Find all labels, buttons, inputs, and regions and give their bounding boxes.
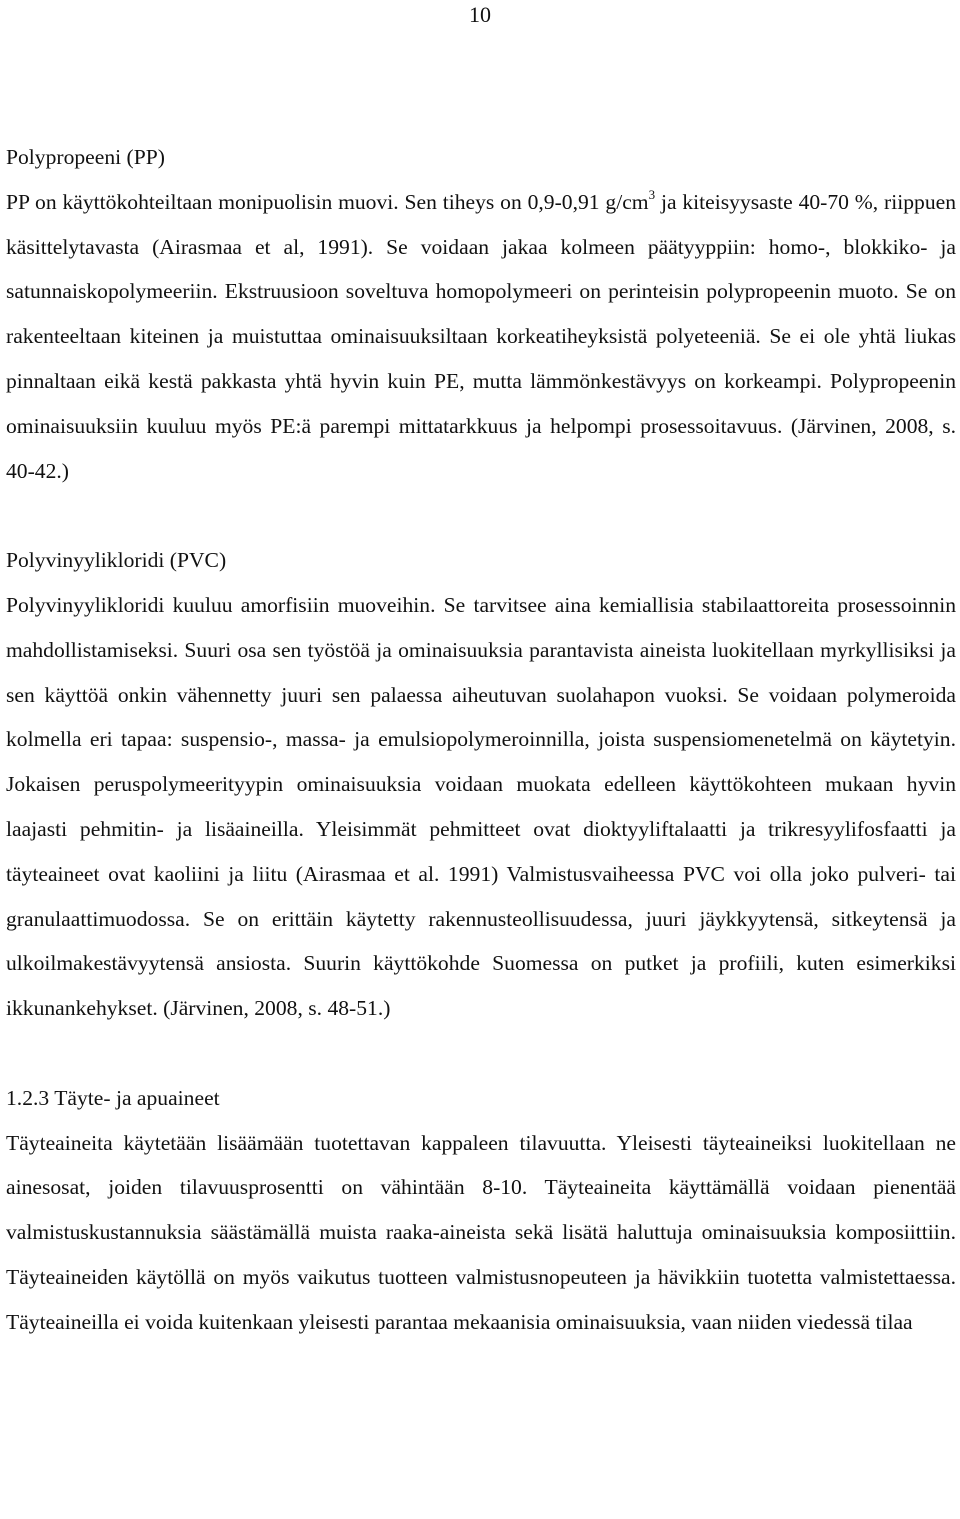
paragraph-pvc: Polyvinyylikloridi kuuluu amorfisiin muoveihin. Se tarvitsee aina kemiallisia stabilaattoreita prosessoinnin mahdollistamiseksi. Suuri osa sen työstöä ja ominaisuuksia parantavista aineista luokitellaan myrkyllisiksi ja sen käyttöä onkin vähennetty juuri sen palaessa aiheutuvan suolahapon vuoksi. Se voidaan polymeroida kolmella eri tapaa: suspensio-, massa- ja emulsiopolymeroinnilla, joista suspensiomenetelmä on käytetyin. Jokaisen peruspolymeerityypin ominaisuuksia voidaan muokata edelleen käyttökohteen mukaan hyvin laajasti pehmitin- ja lisäaineilla. Yleisimmät pehmitteet ovat dioktyyliftalaatti ja trikresyylifosfaatti ja täyteaineet ovat kaoliini ja liitu (Airasmaa et al. 1991) Valmistusvaiheessa PVC voi olla joko pulveri- tai granulaattimuodossa. Se on erittäin käytetty rakennusteollisuudessa, juuri jäykkyytensä, sitkeytensä ja ulkoilmakestävyytensä ansiosta. Suurin käyttökohde Suomessa on putket ja profiili, kuten esimerkiksi ikkunankehykset. (Järvinen, 2008, s. 48-51.) [6, 592, 956, 1021]
paragraph-fillers: Täyteaineita käytetään lisäämään tuotettavan kappaleen tilavuutta. Yleisesti täyteaineiksi luokitellaan ne ainesosat, joiden tilavuusprosentti on vähintään 8-10. Täyteaineita käyttämällä voidaan pienentää valmistuskustannuksia säästämällä muista raaka-aineista sekä lisätä haluttuja ominaisuuksia komposiittiin. Täyteaineiden käytöllä on myös vaikutus tuotteen valmistusnopeuteen ja hävikkiin tuotetta valmistettaessa. Täyteaineilla ei voida kuitenkaan yleisesti parantaa mekaanisia ominaisuuksia, vaan niiden viedessä tilaa [6, 1130, 956, 1334]
section-heading-fillers: 1.2.3 Täyte- ja apuaineet [6, 1085, 220, 1110]
document-body [6, 135, 956, 1345]
spacer [6, 1031, 956, 1076]
page-number: 10 [469, 2, 491, 27]
paragraph-pp [6, 180, 956, 494]
section-heading-pvc: Polyvinyylikloridi (PVC) [6, 548, 227, 573]
superscript-3: 3 [648, 186, 656, 202]
paragraph-pp-part1: PP on käyttökohteiltaan monipuolisin muovi. Sen tiheys on 0,9-0,91 g/cm [6, 189, 649, 214]
spacer [6, 493, 956, 538]
section-heading-pp: Polypropeeni (PP) [6, 145, 165, 169]
paragraph-pp-part2: ja kiteisyysaste 40-70 %, riippuen käsittelytavasta (Airasmaa et al, 1991). Se voidaan jakaa kolmeen päätyyppiin: homo-, blokkiko- ja satunnaiskopolymeeriin. Ekstruusioon soveltuva homopolymeeri on perinteisin polypropeenin muoto. Se on rakenteeltaan kiteinen ja muistuttaa ominaisuuksiltaan korkeatiheyksistä polyeteeniä. Se ei ole yhtä liukas pinnaltaan eikä kestä pakkasta yhtä hyvin kuin PE, mutta lämmönkestävyys on korkeampi. Polypropeenin ominaisuuksiin kuuluu myös PE:ä parempi mittatarkkuus ja helpompi prosessoitavuus. (Järvinen, 2008, s. 40-42.) [6, 189, 956, 483]
